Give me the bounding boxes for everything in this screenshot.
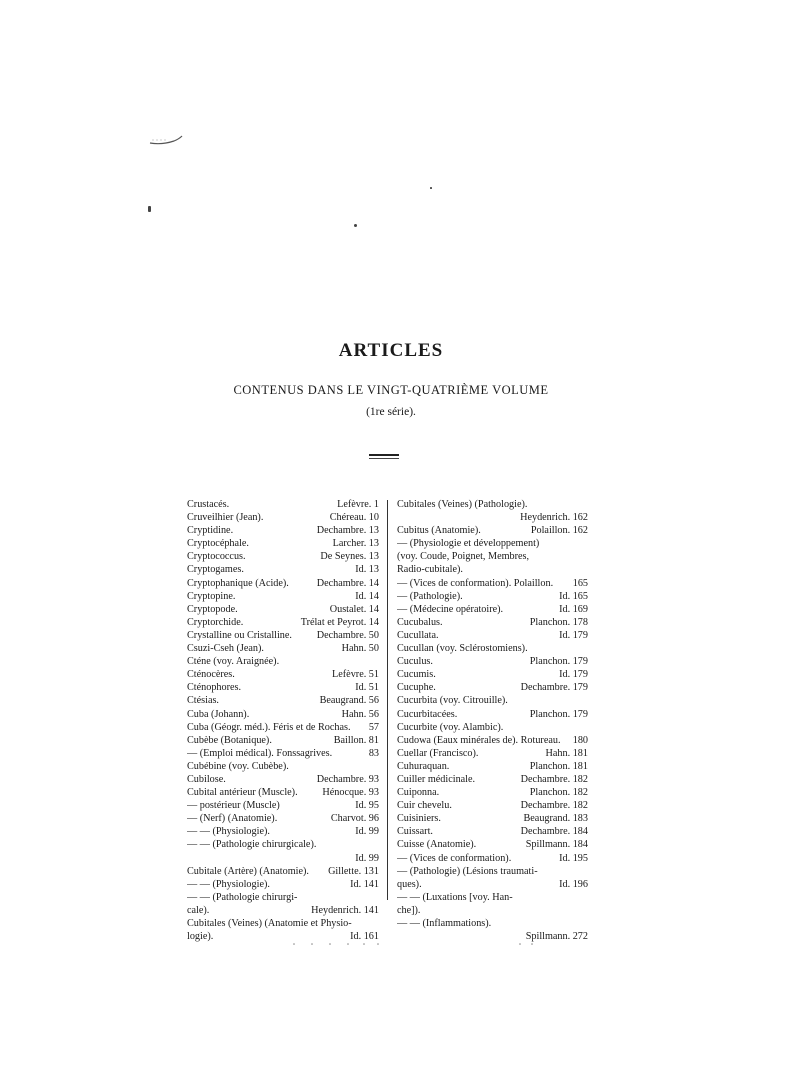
entry-title: ques).: [397, 878, 422, 890]
index-entry: [397, 734, 588, 747]
index-entry: [397, 511, 588, 524]
entry-author-page: Id. 13: [355, 564, 379, 576]
entry-author-page: Id. 141: [350, 878, 379, 890]
index-entry: [397, 891, 588, 904]
series-label: (1re série).: [366, 406, 416, 418]
entry-author-page: Beaugrand. 56: [319, 695, 379, 707]
index-entry: [397, 786, 588, 799]
entry-author-page: Hahn. 50: [341, 643, 379, 655]
entry-author-page: Id. 179: [559, 629, 588, 641]
index-entry: [187, 825, 379, 838]
index-entry: [397, 616, 588, 629]
entry-author-page: Baillon. 81: [333, 734, 379, 746]
entry-title: — (Vices de conformation). Polaillon.: [397, 577, 554, 589]
entry-author-page: Trélat et Peyrot. 14: [300, 616, 379, 628]
entry-title: Cubitales (Veines) (Pathologie).: [397, 499, 528, 510]
entry-title: Cuir chevelu.: [397, 800, 452, 812]
entry-author-page: Lefèvre. 51: [332, 669, 379, 681]
entry-title: Cucurbitacées.: [397, 708, 458, 720]
entry-title: Cuiller médicinale.: [397, 773, 476, 785]
entry-title: Cryptophanique (Acide).: [187, 577, 289, 589]
index-entry: [187, 760, 379, 773]
entry-author-page: 165: [572, 577, 588, 589]
entry-title: — — (Physiologie).: [187, 826, 270, 838]
entry-title: Csuzi-Cseh (Jean).: [187, 643, 264, 655]
ink-speck: [430, 187, 432, 189]
index-entry: [397, 694, 588, 707]
entry-title: Cubébine (voy. Cubèbe).: [187, 760, 289, 772]
entry-author-page: 57: [368, 721, 379, 733]
index-entry: [397, 629, 588, 642]
entry-title: Cryptopine.: [187, 590, 236, 602]
title-rule: [369, 454, 399, 456]
entry-title: Cucuphe.: [397, 682, 436, 694]
index-entry: [187, 603, 379, 616]
entry-title: Cuisiniers.: [397, 813, 441, 825]
index-entry: [397, 838, 588, 851]
entry-author-page: Dechambre. 50: [316, 629, 379, 641]
entry-author-page: Oustalet. 14: [329, 603, 379, 615]
entry-title: Cuisse (Anatomie).: [397, 839, 477, 851]
index-entry: [397, 852, 588, 865]
entry-title: Cryptocéphale.: [187, 538, 249, 550]
entry-title: Cucullata.: [397, 629, 439, 641]
index-entry: [397, 878, 588, 891]
index-entry: [187, 537, 379, 550]
entry-author-page: Spillmann. 184: [525, 839, 588, 851]
entry-author-page: Hahn. 56: [341, 708, 379, 720]
entry-title: Cuiponna.: [397, 787, 440, 799]
entry-title: logie).: [187, 931, 214, 943]
entry-author-page: Larcher. 13: [332, 538, 379, 550]
index-entry: [397, 563, 588, 576]
entry-title: Cudowa (Eaux minérales de). Rotureau.: [397, 734, 561, 746]
index-entry: [187, 668, 379, 681]
index-entry: [397, 760, 588, 773]
entry-author-page: 83: [368, 747, 379, 759]
entry-title: — (Pathologie).: [397, 590, 463, 602]
index-entry: [397, 537, 588, 550]
index-entry: [187, 773, 379, 786]
entry-title: Cucurbite (voy. Alambic).: [397, 721, 504, 733]
entry-author-page: Hénocque. 93: [322, 787, 379, 799]
entry-author-page: Beaugrand. 183: [523, 813, 588, 825]
index-entry: [397, 681, 588, 694]
entry-title: Cryptogames.: [187, 564, 244, 576]
index-entry: [187, 694, 379, 707]
entry-title: (voy. Coude, Poignet, Membres,: [397, 551, 530, 563]
index-entry: [397, 812, 588, 825]
entry-title: che]).: [397, 904, 421, 916]
entry-author-page: Dechambre. 179: [520, 682, 588, 694]
index-entry: [397, 577, 588, 590]
entry-title: Cryptorchide.: [187, 616, 244, 628]
entry-author-page: Dechambre. 182: [520, 800, 588, 812]
ink-speck: [354, 224, 357, 227]
index-entry: [397, 708, 588, 721]
entry-author-page: Dechambre. 13: [316, 525, 379, 537]
entry-title: Cuculus.: [397, 656, 433, 668]
entry-author-page: Lefèvre. 1: [337, 499, 379, 510]
entry-author-page: Planchon. 181: [529, 760, 588, 772]
index-entry: [187, 786, 379, 799]
index-entry: [397, 904, 588, 917]
index-entry: [187, 708, 379, 721]
index-entry: [397, 865, 588, 878]
index-entry: [397, 668, 588, 681]
entry-author-page: Id. 99: [355, 852, 379, 864]
entry-title: — (Pathologie) (Lésions traumati-: [397, 865, 538, 877]
entry-author-page: Planchon. 179: [529, 656, 588, 668]
entry-author-page: De Seynes. 13: [320, 551, 379, 563]
entry-author-page: Polaillon. 162: [530, 525, 588, 537]
entry-title: Radio-cubitale).: [397, 564, 463, 576]
index-entry: [187, 878, 379, 891]
page-subtitle: CONTENUS DANS LE VINGT-QUATRIÈME VOLUME: [233, 383, 549, 397]
entry-author-page: Dechambre. 182: [520, 773, 588, 785]
index-entry: [187, 590, 379, 603]
index-entry: [187, 642, 379, 655]
entry-author-page: Id. 165: [559, 590, 588, 602]
entry-title: — (Vices de conformation).: [397, 852, 512, 864]
entry-title: — (Médecine opératoire).: [397, 603, 504, 615]
entry-author-page: Id. 169: [559, 603, 588, 615]
index-entry: [187, 721, 379, 734]
entry-author-page: Hahn. 181: [545, 747, 588, 759]
index-entry: [187, 917, 379, 930]
page-title: ARTICLES: [338, 340, 444, 361]
title-rule-thin: [369, 458, 399, 459]
index-entry: [187, 799, 379, 812]
index-entry: [397, 917, 588, 930]
index-entry: [397, 721, 588, 734]
entry-author-page: Chéreau. 10: [329, 512, 379, 524]
column-divider: [387, 500, 388, 900]
index-entry: [397, 603, 588, 616]
entry-title: — postérieur (Muscle): [187, 800, 280, 812]
entry-title: Cubital antérieur (Muscle).: [187, 787, 298, 799]
entry-title: Cubilose.: [187, 773, 226, 785]
entry-title: Cubitales (Veines) (Anatomie et Physio-: [187, 918, 352, 929]
index-entry: [187, 852, 379, 865]
index-entry: [187, 904, 379, 917]
entry-author-page: Charvot. 96: [330, 813, 379, 825]
index-entry: [397, 773, 588, 786]
entry-title: Cucubalus.: [397, 616, 443, 628]
index-entry: [187, 616, 379, 629]
entry-author-page: Planchon. 179: [529, 708, 588, 720]
entry-author-page: Id. 99: [355, 826, 379, 838]
index-entry: [397, 655, 588, 668]
entry-title: Cuellar (Francisco).: [397, 747, 479, 759]
index-entry: [187, 577, 379, 590]
entry-author-page: Heydenrich. 141: [311, 904, 379, 916]
index-entry: [187, 563, 379, 576]
index-entry: [397, 550, 588, 563]
index-entry: [397, 642, 588, 655]
index-column-left: [187, 498, 379, 943]
entry-title: — — (Physiologie).: [187, 878, 270, 890]
entry-title: — — (Luxations [voy. Han-: [397, 891, 513, 903]
index-entry: [187, 891, 379, 904]
index-entry: [187, 865, 379, 878]
entry-title: Cténe (voy. Araignée).: [187, 656, 280, 668]
index-entry: [397, 825, 588, 838]
entry-title: Cuhuraquan.: [397, 760, 450, 772]
entry-title: Cryptidine.: [187, 525, 234, 537]
index-entry: [397, 799, 588, 812]
entry-title: Crystalline ou Cristalline.: [187, 629, 292, 641]
entry-author-page: Id. 95: [355, 800, 379, 812]
entry-title: Ctésias.: [187, 695, 219, 707]
ink-speck: [148, 206, 151, 212]
entry-author-page: Planchon. 182: [529, 787, 588, 799]
entry-title: — (Nerf) (Anatomie).: [187, 813, 278, 825]
index-entry: [397, 747, 588, 760]
index-entry: [187, 550, 379, 563]
entry-author-page: Id. 179: [559, 669, 588, 681]
index-entry: [397, 524, 588, 537]
entry-author-page: Dechambre. 184: [520, 826, 588, 838]
entry-author-page: Dechambre. 93: [316, 773, 379, 785]
entry-title: — — (Pathologie chirurgicale).: [187, 839, 317, 851]
entry-title: cale).: [187, 904, 210, 916]
index-entry: [397, 498, 588, 511]
entry-title: Cucurbita (voy. Citrouille).: [397, 695, 508, 707]
entry-title: Cténocères.: [187, 669, 235, 681]
index-entry: [187, 812, 379, 825]
entry-author-page: Planchon. 178: [529, 616, 588, 628]
index-entry: [187, 511, 379, 524]
entry-title: — — (Inflammations).: [397, 918, 492, 929]
entry-title: Cryptopode.: [187, 603, 238, 615]
index-entry: [397, 590, 588, 603]
entry-author-page: Gillette. 131: [328, 865, 379, 877]
entry-author-page: Id. 51: [355, 682, 379, 694]
entry-author-page: Spillmann. 272: [525, 931, 588, 943]
index-entry: [187, 734, 379, 747]
entry-title: Cucullan (voy. Sclérostomiens).: [397, 643, 528, 655]
entry-title: Cténophores.: [187, 682, 242, 694]
entry-author-page: 180: [572, 734, 588, 746]
index-entry: [187, 655, 379, 668]
entry-title: — — (Pathologie chirurgi-: [187, 891, 298, 903]
entry-title: Cuissart.: [397, 826, 433, 838]
entry-author-page: Dechambre. 14: [316, 577, 379, 589]
entry-title: Cruveilhier (Jean).: [187, 512, 264, 524]
entry-author-page: Id. 195: [559, 852, 588, 864]
entry-title: Cubèbe (Botanique).: [187, 734, 272, 746]
entry-title: Crustacés.: [187, 499, 230, 510]
index-entry: [187, 747, 379, 760]
index-entry: [187, 629, 379, 642]
index-entry: [187, 838, 379, 851]
entry-title: Cryptococcus.: [187, 551, 246, 563]
entry-title: Cubitale (Artère) (Anatomie).: [187, 865, 309, 877]
entry-author-page: Heydenrich. 162: [520, 512, 588, 524]
scan-noise: [290, 942, 540, 946]
index-column-right: [397, 498, 588, 943]
entry-title: — (Emploi médical). Fonssagrives.: [187, 747, 333, 759]
entry-title: Cuba (Johann).: [187, 708, 250, 720]
entry-author-page: Id. 196: [559, 878, 588, 890]
entry-title: Cucumis.: [397, 669, 436, 681]
index-entry: [187, 498, 379, 511]
index-entry: [187, 681, 379, 694]
entry-title: — (Physiologie et développement): [397, 538, 540, 550]
entry-title: Cuba (Géogr. méd.). Féris et de Rochas.: [187, 721, 351, 733]
index-entry: [187, 524, 379, 537]
ink-smudge: [148, 134, 184, 148]
entry-title: Cubitus (Anatomie).: [397, 525, 481, 537]
entry-author-page: Id. 14: [355, 590, 379, 602]
entry-author-page: Id. 161: [350, 931, 379, 943]
